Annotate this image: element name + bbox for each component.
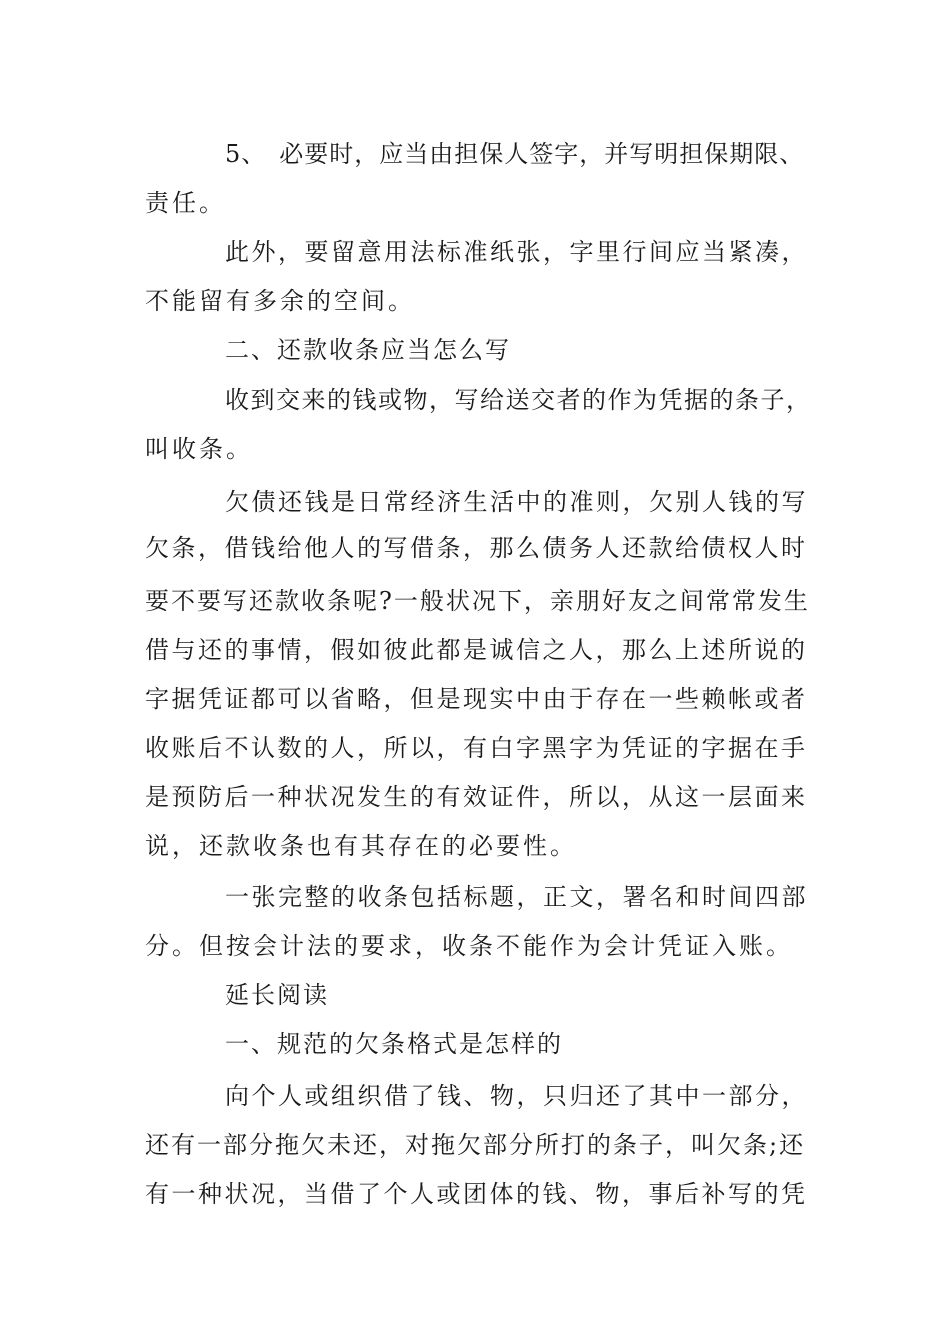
text-line: 欠债还钱是日常经济生活中的准则，欠别人钱的写 <box>225 488 808 516</box>
text-line: 要不要写还款收条呢?一般状况下，亲朋好友之间常常发生 <box>145 587 810 615</box>
text-line: 欠条，借钱给他人的写借条，那么债务人还款给债权人时 <box>145 534 808 562</box>
text-line: 叫收条。 <box>145 435 253 463</box>
text-line: 此外，要留意用法标准纸张，字里行间应当紧凑， <box>225 238 808 266</box>
text-line: 一张完整的收条包括标题，正文，署名和时间四部 <box>225 883 808 911</box>
section-heading: 一、规范的欠条格式是怎样的 <box>225 1030 563 1058</box>
section-heading: 二、还款收条应当怎么写 <box>225 336 511 364</box>
text-line: 向个人或组织借了钱、物，只归还了其中一部分， <box>225 1082 808 1110</box>
text-line: 还有一部分拖欠未还，对拖欠部分所打的条子，叫欠条;还 <box>145 1131 806 1159</box>
text-line: 是预防后一种状况发生的有效证件，所以，从这一层面来 <box>145 783 808 811</box>
text-line: 有一种状况，当借了个人或团体的钱、物，事后补写的凭 <box>145 1180 808 1208</box>
text-line: 不能留有多余的空间。 <box>145 287 415 315</box>
text-line: 责任。 <box>145 189 226 217</box>
text-line: 说，还款收条也有其存在的必要性。 <box>145 832 577 860</box>
text-line: 5、 必要时，应当由担保人签字，并写明担保期限、 <box>225 140 805 168</box>
text-line: 收账后不认数的人，所以，有白字黑字为凭证的字据在手 <box>145 734 808 762</box>
text-line: 借与还的事情，假如彼此都是诚信之人，那么上述所说的 <box>145 636 808 664</box>
text-line: 收到交来的钱或物，写给送交者的作为凭据的条子， <box>225 386 812 414</box>
section-heading: 延长阅读 <box>225 981 329 1009</box>
text-line: 字据凭证都可以省略，但是现实中由于存在一些赖帐或者 <box>145 685 808 713</box>
text-line: 分。但按会计法的要求，收条不能作为会计凭证入账。 <box>145 932 793 960</box>
